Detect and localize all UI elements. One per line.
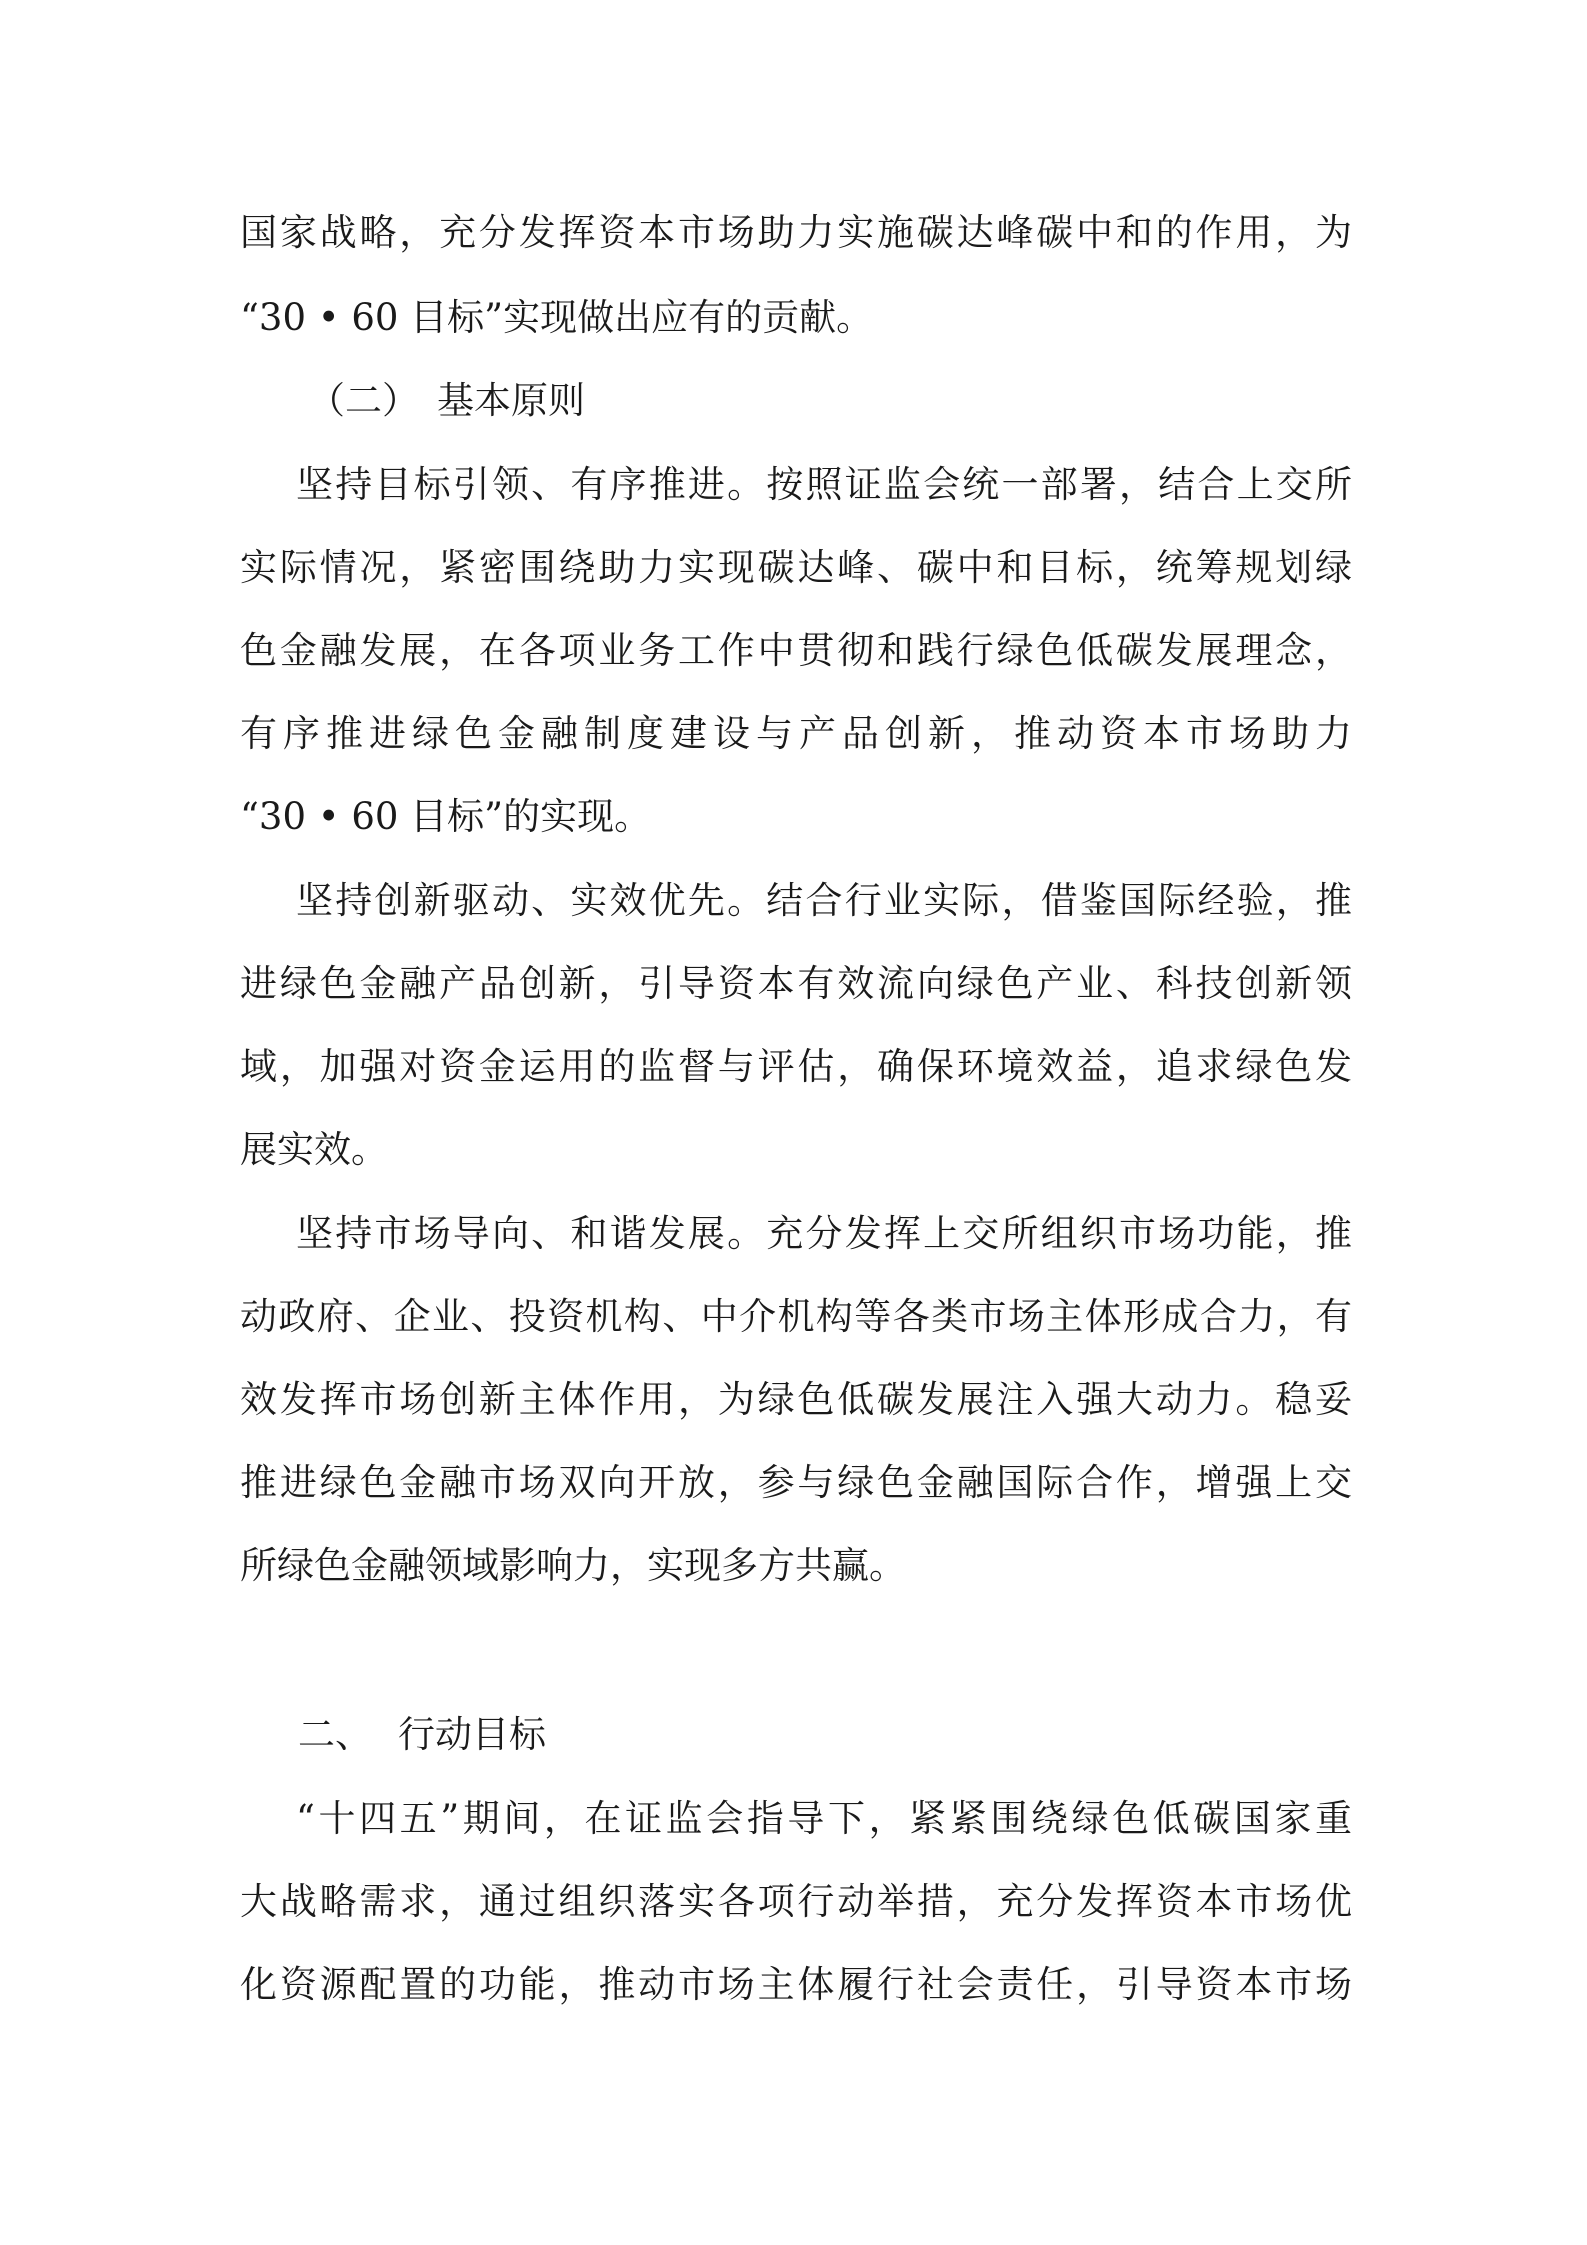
principle-1-line-2: 实际情况，紧密围绕助力实现碳达峰、碳中和目标，统筹规划绿 [240, 546, 1352, 589]
principle-3-line-4: 推进绿色金融市场双向开放，参与绿色金融国际合作，增强上交 [240, 1461, 1352, 1504]
principle-2-line-4: 展实效。 [240, 1128, 388, 1171]
section-2-title: 基本原则 [437, 379, 585, 422]
principle-1-line-1: 坚持目标引领、有序推进。按照证监会统一部署，结合上交所 [296, 463, 1352, 506]
goals-line-2: 大战略需求，通过组织落实各项行动举措，充分发挥资本市场优 [240, 1880, 1352, 1923]
section-2-number: （二） [308, 379, 419, 422]
principle-2-line-3: 域，加强对资金运用的监督与评估，确保环境效益，追求绿色发 [240, 1045, 1352, 1088]
principle-1-line-4: 有序推进绿色金融制度建设与产品创新，推动资本市场助力 [240, 712, 1352, 755]
section-two-number: 二、 [298, 1713, 372, 1756]
section-two-title: 行动目标 [398, 1713, 546, 1756]
principle-3-line-1: 坚持市场导向、和谐发展。充分发挥上交所组织市场功能，推 [296, 1212, 1352, 1255]
principle-1-line-3: 色金融发展，在各项业务工作中贯彻和践行绿色低碳发展理念， [240, 629, 1352, 672]
goals-line-3: 化资源配置的功能，推动市场主体履行社会责任，引导资本市场 [240, 1963, 1352, 2006]
principle-3-line-2: 动政府、企业、投资机构、中介机构等各类市场主体形成合力，有 [240, 1295, 1352, 1338]
principle-2-line-1: 坚持创新驱动、实效优先。结合行业实际，借鉴国际经验，推 [296, 879, 1352, 922]
intro-line-2: “30 • 60 目标”实现做出应有的贡献。 [240, 296, 874, 339]
principle-3-line-3: 效发挥市场创新主体作用，为绿色低碳发展注入强大动力。稳妥 [240, 1378, 1352, 1421]
intro-line-1: 国家战略，充分发挥资本市场助力实施碳达峰碳中和的作用，为 [240, 211, 1352, 254]
principle-3-line-5: 所绿色金融领域影响力，实现多方共赢。 [240, 1544, 906, 1587]
principle-1-line-5: “30 • 60 目标”的实现。 [240, 795, 652, 838]
goals-line-1: “十四五”期间，在证监会指导下，紧紧围绕绿色低碳国家重 [296, 1797, 1352, 1840]
principle-2-line-2: 进绿色金融产品创新，引导资本有效流向绿色产业、科技创新领 [240, 962, 1352, 1005]
